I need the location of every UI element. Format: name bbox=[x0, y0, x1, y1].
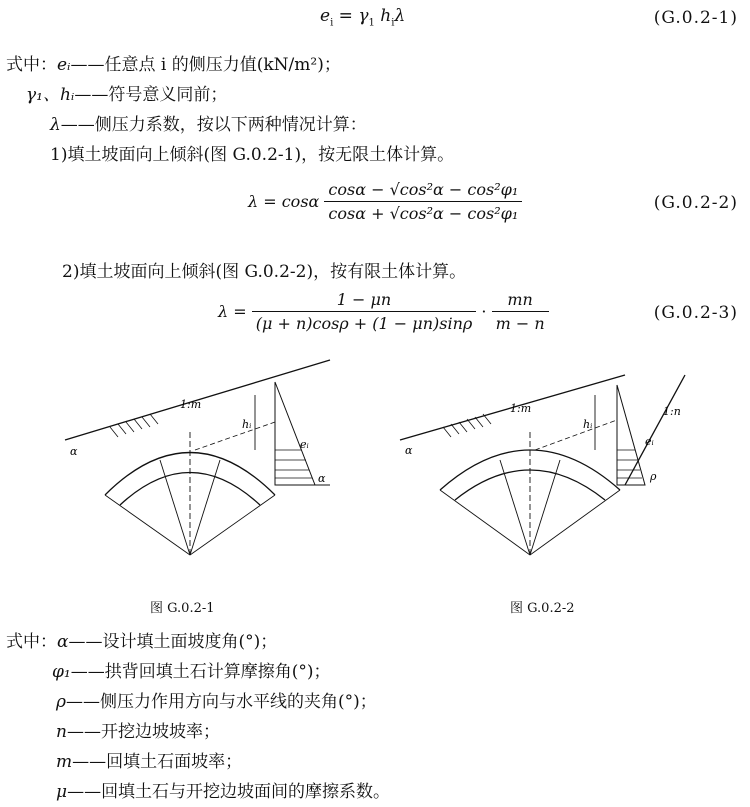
def2-text: 符号意义同前； bbox=[108, 85, 228, 105]
definition-line-3 bbox=[50, 110, 367, 135]
figure-g022 bbox=[395, 350, 735, 580]
fig1-radial-lines bbox=[105, 430, 275, 555]
note6-term: μ bbox=[56, 782, 68, 802]
fig1-h-label: hᵢ bbox=[242, 418, 252, 431]
def1-text: 任意点 i 的侧压力值(kN/m²)； bbox=[104, 55, 341, 75]
eq1-lambda: λ bbox=[394, 6, 406, 26]
note6-dash: —— bbox=[67, 782, 102, 802]
eq3-lhs: λ = bbox=[218, 302, 247, 321]
note5-text: 回填土石面坡率； bbox=[106, 752, 243, 772]
note5-dash: —— bbox=[72, 752, 107, 772]
case-2-text: 2)填土坡面向上倾斜(图 G.0.2-2)，按有限土体计算。 bbox=[62, 262, 467, 282]
eq1-gamma: γ bbox=[358, 6, 369, 26]
case-1-text: 1)填土坡面向上倾斜(图 G.0.2-1)，按无限土体计算。 bbox=[50, 145, 455, 165]
def2-term: γ₁、hᵢ bbox=[26, 85, 75, 105]
note5-term: m bbox=[56, 752, 73, 772]
definition-line-1 bbox=[6, 50, 341, 75]
note6-text: 回填土石与开挖边坡面间的摩擦系数。 bbox=[101, 782, 391, 802]
eq1-h: h bbox=[380, 6, 392, 26]
fig1-pressure-diagram bbox=[275, 382, 315, 485]
fig1-alpha-label: α bbox=[70, 445, 78, 458]
fig2-alpha-label: α bbox=[405, 444, 413, 457]
equation-2 bbox=[248, 180, 522, 223]
equation-1-number: (G.0.2-1) bbox=[653, 8, 738, 28]
fig2-slope-label: 1:m bbox=[510, 402, 532, 415]
note-line-2 bbox=[52, 657, 330, 682]
note3-dash: —— bbox=[66, 692, 100, 712]
equation-3: λ = $\frac{1 - \mu n}{(\mu + n)\cos\rho + (1 - \mu n)\sin\rho}$ · $\frac{mn}{m - n}$ bbox=[218, 290, 549, 333]
fig2-rho-label: ρ bbox=[650, 470, 657, 483]
fig1-e-label: eᵢ bbox=[300, 438, 309, 451]
eq3-denominator-2: m − n bbox=[495, 314, 545, 333]
note4-term: n bbox=[56, 722, 67, 742]
equation-2-number: (G.0.2-2) bbox=[653, 193, 738, 213]
def1-prefix: 式中： bbox=[6, 55, 57, 75]
fig1-hatch bbox=[110, 414, 158, 437]
figure-g021 bbox=[50, 350, 390, 580]
fig2-e-label: eᵢ bbox=[645, 435, 654, 448]
note3-term: ρ bbox=[56, 692, 66, 712]
note1-prefix: 式中： bbox=[6, 632, 57, 652]
eq2-numerator: cosα − √cos²α − cos²φ₁ bbox=[324, 180, 522, 202]
fig1-alpha-label-2: α bbox=[318, 472, 326, 485]
equation-1: $e_i = \gamma_1$ $h_i\lambda$ bbox=[320, 6, 406, 29]
eq1-lhs: e bbox=[320, 6, 331, 26]
note1-term: α bbox=[57, 632, 69, 652]
fig1-slope-label: 1:m bbox=[180, 398, 202, 411]
note4-dash: —— bbox=[66, 722, 101, 742]
note1-text: 设计填土面坡度角(°)； bbox=[102, 632, 278, 652]
eq3-denominator-1: (μ + n)cosρ + (1 − μn)sinρ bbox=[255, 314, 473, 333]
fig2-radial-lines bbox=[440, 430, 620, 555]
fig2-dashed-link bbox=[535, 420, 617, 450]
note4-text: 开挖边坡坡率； bbox=[100, 722, 220, 742]
note-line-6 bbox=[56, 777, 390, 802]
eq2-lhs: λ = cosα bbox=[248, 192, 320, 211]
note2-dash: —— bbox=[70, 662, 105, 682]
fig2-n-label: 1:n bbox=[663, 405, 681, 418]
eq1-gamma-sub: 1 bbox=[368, 17, 375, 29]
note2-text: 拱背回填土石计算摩擦角(°)； bbox=[104, 662, 331, 682]
def1-dash: —— bbox=[70, 55, 105, 75]
fig1-caption: 图 G.0.2-1 bbox=[150, 601, 215, 616]
def3-dash: —— bbox=[60, 115, 95, 135]
fig2-cut-slope bbox=[625, 375, 685, 485]
eq1-lhs-sub: i bbox=[330, 17, 334, 29]
fig2-h-label: hᵢ bbox=[583, 418, 593, 431]
note3-text: 侧压力作用方向与水平线的夹角(°)； bbox=[100, 692, 377, 712]
note-line-4 bbox=[56, 717, 220, 742]
note-line-1 bbox=[6, 627, 277, 652]
fig2-caption: 图 G.0.2-2 bbox=[510, 601, 575, 616]
def3-term: λ bbox=[50, 115, 61, 135]
note-line-5 bbox=[56, 747, 242, 772]
def3-text: 侧压力系数，按以下两种情况计算： bbox=[94, 115, 367, 135]
eq1-h-sub: i bbox=[391, 17, 395, 29]
eq3-numerator-2: mn bbox=[492, 290, 549, 312]
fig2-pressure-arrows bbox=[617, 450, 642, 478]
eq3-numerator-1: 1 − μn bbox=[252, 290, 477, 312]
note2-term: φ₁ bbox=[52, 662, 71, 682]
definition-line-2 bbox=[26, 80, 227, 105]
eq2-denominator: cosα + √cos²α − cos²φ₁ bbox=[328, 204, 519, 223]
def2-dash: —— bbox=[74, 85, 109, 105]
note-line-3 bbox=[56, 687, 377, 712]
def1-term: eᵢ bbox=[57, 55, 71, 75]
fig1-dashed-link bbox=[195, 422, 275, 450]
equation-3-number: (G.0.2-3) bbox=[653, 303, 738, 323]
note1-dash: —— bbox=[68, 632, 103, 652]
